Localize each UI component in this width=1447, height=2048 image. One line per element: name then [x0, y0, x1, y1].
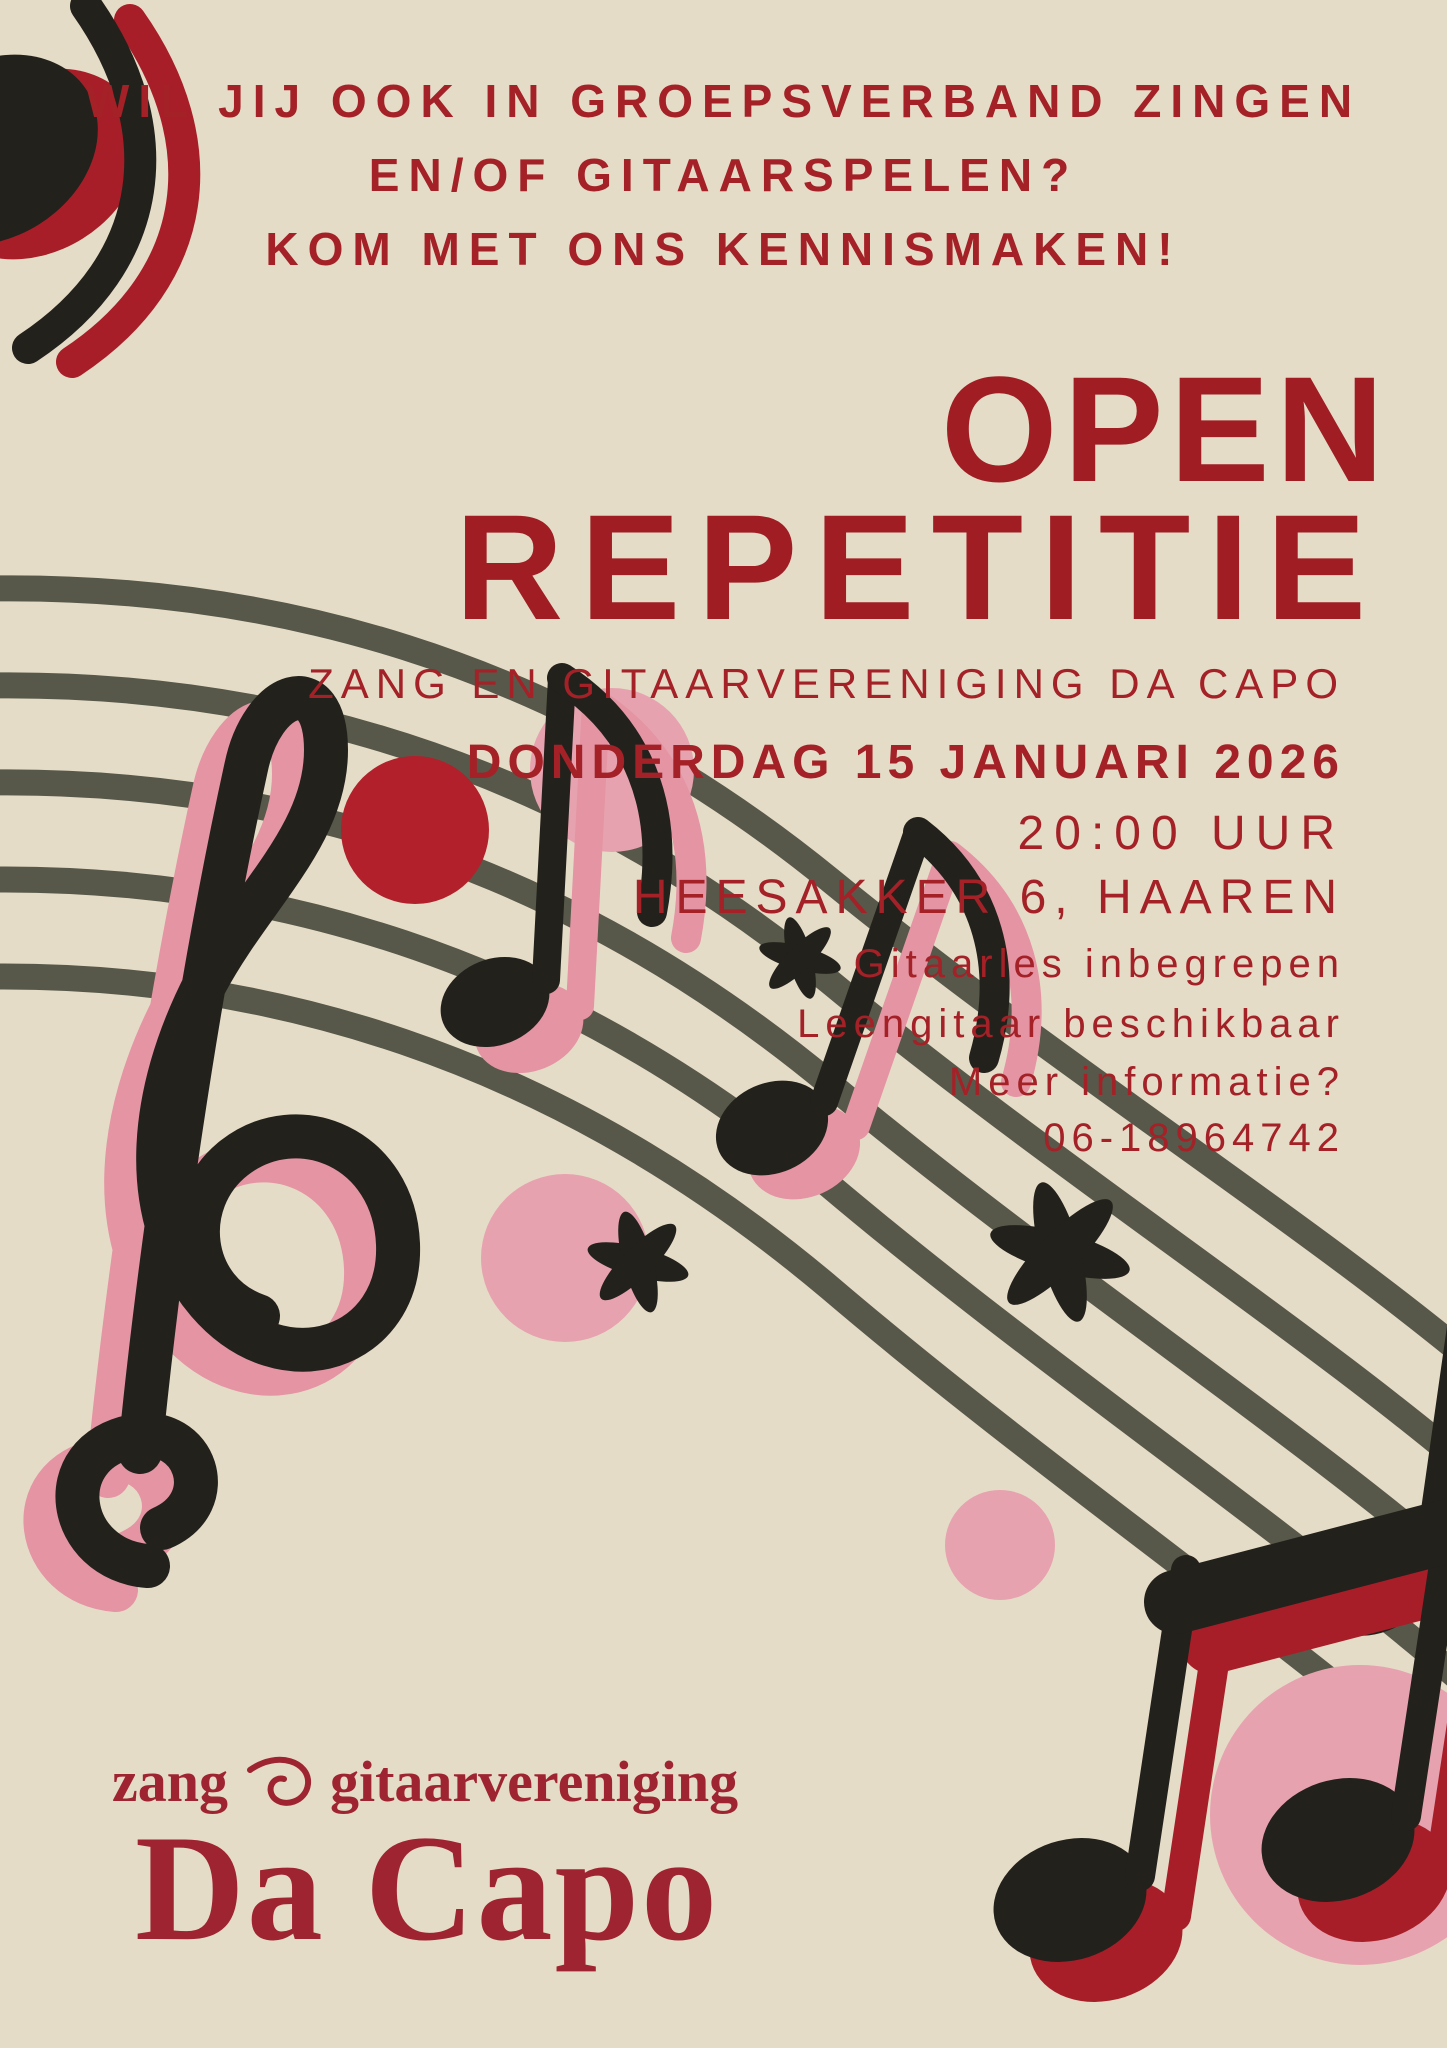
intro-text	[0, 64, 1447, 286]
pink-dot	[945, 1490, 1055, 1600]
detail-more-info: Meer informatie?	[948, 1060, 1345, 1104]
event-date: DONDERDAG 15 JANUARI 2026	[466, 736, 1345, 789]
intro-line: WIL JIJ OOK IN GROEPSVERBAND ZINGEN	[85, 75, 1362, 127]
swirl-icon	[244, 1754, 314, 1810]
poster-title-line2: REPETITIE	[455, 483, 1384, 651]
poster-title-line1: OPEN	[940, 345, 1390, 513]
association-subtitle: ZANG EN GITAARVERENIGING DA CAPO	[308, 660, 1345, 707]
detail-loan-guitar: Leengitaar beschikbaar	[797, 1002, 1345, 1046]
event-location: HEESAKKER 6, HAAREN	[632, 871, 1345, 924]
logo-word-gitaarvereniging: gitaarvereniging	[330, 1749, 739, 1814]
event-time: 20:00 UUR	[1017, 807, 1345, 860]
detail-guitar-lessons: Gitaarles inbegrepen	[853, 942, 1345, 986]
phone-number: 06-18964742	[1043, 1116, 1345, 1160]
logo-name: Da Capo	[135, 1804, 720, 1972]
intro-line: EN/OF GITAARSPELEN?	[368, 149, 1079, 201]
logo-word-zang: zang	[112, 1749, 228, 1814]
intro-line: KOM MET ONS KENNISMAKEN!	[265, 223, 1182, 275]
